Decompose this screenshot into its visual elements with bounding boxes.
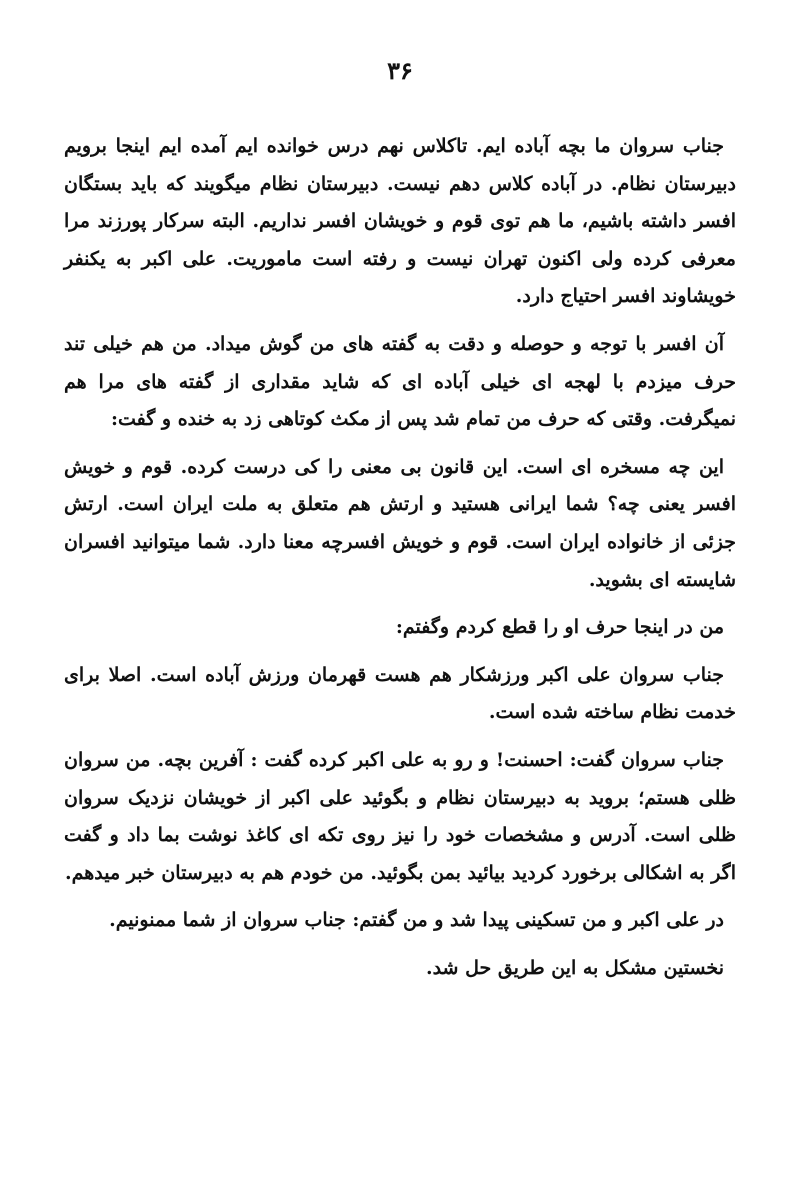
paragraph-4: من در اینجا حرف او را قطع کردم وگفتم: (395, 616, 724, 639)
page-body-text (64, 128, 736, 997)
paragraph-2: آن افسر با توجه و حوصله و دقت به گفته های من گوش میداد. من هم خیلی تند حرف میزدم با لهجه ای خیلی آباده ای که شاید مقداری از گفته های مرا هم نمیگرفت. وقتی که حرف من تمام شد پس از مکث کوتاهی زد به خنده و گفت: (64, 332, 736, 431)
paragraph-1: جناب سروان ما بچه آباده ایم. تاکلاس نهم درس خوانده ایم آمده ایم اینجا برویم دبیرستان نظام. در آباده کلاس دهم نیست. دبیرستان نظام میگویند که باید بستگان افسر داشته باشیم، ما هم توی قوم و خویشان افسر نداریم. البته سرکار پورزند مرا معرفی کرده ولی اکنون تهران نیست و رفته است ماموریت. علی اکبر به یکنفر خویشاوند افسر احتیاج دارد. (64, 135, 736, 308)
paragraph-8: نخستین مشکل به این طریق حل شد. (425, 956, 724, 979)
paragraph-5: جناب سروان علی اکبر ورزشکار هم هست قهرمان ورزش آباده است. اصلا برای خدمت نظام ساخته شده است. (64, 663, 736, 724)
paragraph-7: در علی اکبر و من تسکینی پیدا شد و من گفتم: جناب سروان از شما ممنونیم. (109, 909, 724, 932)
paragraph-3: این چه مسخره ای است. این قانون بی معنی را کی درست کرده. قوم و خویش افسر یعنی چه؟ شما ایرانی هستید و ارتش هم متعلق به ملت ایران است. ارتش جزئی از خانواده ایران است. قوم و خویش افسرچه معنا دارد. شما میتوانید افسران شایسته ای بشوید. (64, 455, 736, 591)
paragraph-6: جناب سروان گفت: احسنت! و رو به علی اکبر کرده گفت : آفرین بچه. من سروان ظلی هستم؛ بروید به دبیرستان نظام و بگوئید علی اکبر از خویشان نزدیک سروان ظلی است. آدرس و مشخصات خود را نیز روی تکه ای کاغذ نوشت بما داد و گفت اگر به اشکالی برخورد کردید بیائید بمن بگوئید. من خودم هم به دبیرستان خبر میدهم. (64, 748, 736, 884)
page-number: ۳۶ (387, 56, 413, 85)
